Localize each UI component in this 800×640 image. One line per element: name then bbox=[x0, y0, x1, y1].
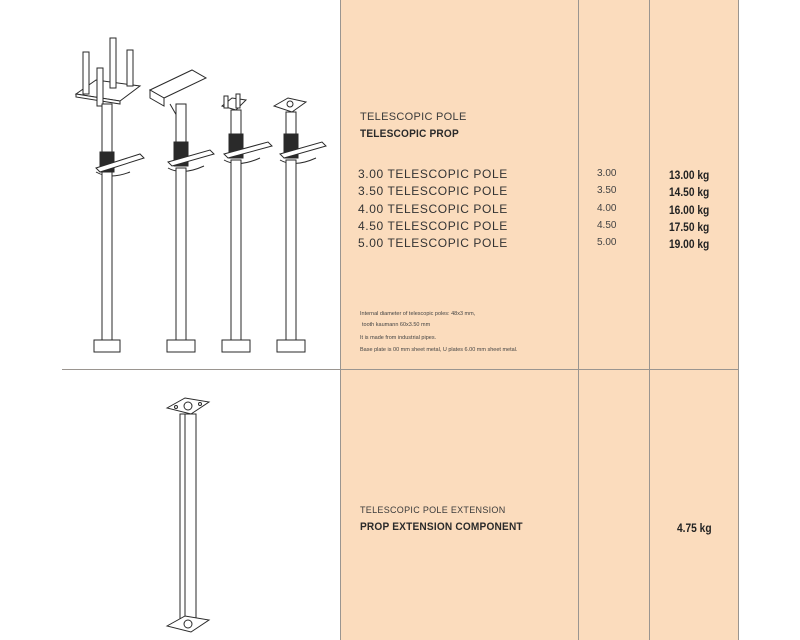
item-weight: 14.50 kg bbox=[669, 185, 710, 199]
column-divider bbox=[578, 0, 579, 640]
item-weight: 4.75 kg bbox=[677, 521, 712, 535]
item-length: 4.00 bbox=[597, 203, 617, 214]
spec-note: tooth kaumann 60x3.50 mm bbox=[362, 322, 431, 328]
column-divider bbox=[738, 0, 739, 640]
item-length: 3.00 bbox=[597, 168, 617, 179]
prop-flat-head bbox=[274, 98, 326, 352]
item-length: 4.50 bbox=[597, 220, 617, 231]
item-weight: 13.00 kg bbox=[669, 168, 710, 182]
section-title: TELESCOPIC PROP bbox=[360, 128, 459, 140]
spec-note: Base plate is 00 mm sheet metal, U plates 6.00 mm sheet metal. bbox=[360, 347, 518, 353]
item-weight: 19.00 kg bbox=[669, 237, 710, 251]
item-weight: 17.50 kg bbox=[669, 220, 710, 234]
spec-note: It is made from industrial pipes. bbox=[360, 335, 437, 341]
section-subtitle: TELESCOPIC POLE EXTENSION bbox=[360, 505, 506, 515]
item-name: 5.00 TELESCOPIC POLE bbox=[358, 236, 508, 250]
table-background bbox=[340, 0, 738, 640]
section-title: PROP EXTENSION COMPONENT bbox=[360, 521, 523, 533]
section-subtitle: TELESCOPIC POLE bbox=[360, 111, 467, 123]
item-name: 4.00 TELESCOPIC POLE bbox=[358, 202, 508, 216]
column-divider bbox=[340, 0, 341, 640]
item-name: 3.50 TELESCOPIC POLE bbox=[358, 184, 508, 198]
item-length: 5.00 bbox=[597, 237, 617, 248]
item-name: 4.50 TELESCOPIC POLE bbox=[358, 219, 508, 233]
item-length: 3.50 bbox=[597, 185, 617, 196]
prop-u-head bbox=[222, 94, 272, 352]
prop-v-head bbox=[150, 70, 214, 352]
spec-note: Internal diameter of telescopic poles: 48x3 mm, bbox=[360, 311, 476, 317]
extension-illustration bbox=[85, 370, 285, 640]
prop-fork-head bbox=[76, 38, 144, 352]
telescopic-props-illustration bbox=[0, 0, 340, 368]
item-weight: 16.00 kg bbox=[669, 203, 710, 217]
column-divider bbox=[649, 0, 650, 640]
item-name: 3.00 TELESCOPIC POLE bbox=[358, 167, 508, 181]
